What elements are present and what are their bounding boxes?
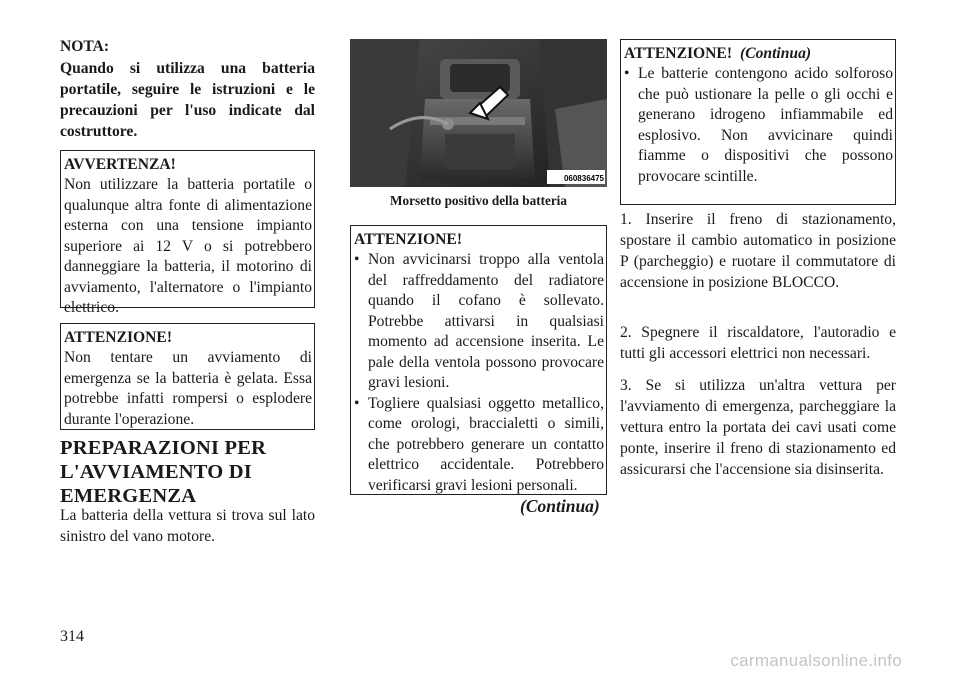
photo-caption: Morsetto positivo della batteria	[390, 193, 567, 208]
caution-item: • Le batterie contengono acido solforoso che può ustionare la pelle o gli occhi e generano idrogeno infiammabile ed esplosivo. Non avvicinare quindi fiamme o dispositivi che possono provocare scintille.	[624, 64, 893, 187]
caution-title: ATTENZIONE!	[354, 231, 463, 248]
caution-box-gelata	[60, 323, 315, 430]
continued-label: (Continua)	[520, 496, 600, 516]
warning-title: AVVERTENZA!	[64, 156, 176, 173]
nota-title: NOTA:	[60, 38, 110, 55]
engine-bay-illustration	[350, 39, 607, 187]
nota-text: Quando si utilizza una batteria portatile, seguire le istruzioni e le precauzioni per l'uso indicate dal costruttore.	[60, 60, 315, 140]
caution-list	[624, 64, 893, 187]
caution-title: ATTENZIONE!	[64, 329, 173, 346]
image-code: 060836475	[563, 174, 604, 183]
caution-title: ATTENZIONE!	[624, 45, 733, 62]
battery-terminal-photo	[350, 39, 607, 187]
step-2: 2. Spegnere il riscaldatore, l'autoradio e tutti gli accessori elettrici non necessari.	[620, 324, 896, 362]
section-heading: PREPARAZIONI PER L'AVVIAMENTO DI EMERGENZA	[60, 437, 267, 507]
step-1: 1. Inserire il freno di stazionamento, spostare il cambio automatico in posizione P (parcheggio) e ruotare il commutatore di accensione in posizione BLOCCO.	[620, 211, 896, 291]
caution-title-suffix: (Continua)	[740, 45, 812, 62]
caution-item: • Togliere qualsiasi oggetto metallico, come orologi, braccialetti o simili, che potrebbero generare un contatto elettrico accidentale. Potrebbero verificarsi gravi lesioni personali.	[354, 394, 604, 497]
page-number: 314	[60, 628, 84, 645]
step-3: 3. Se si utilizza un'altra vettura per l'avviamento di emergenza, parcheggiare la vettura entro la portata dei cavi usati come ponte, inserire il freno di stazionamento ed assicurarsi che l'accensione sia disinserita.	[620, 377, 896, 478]
caution-text: Non tentare un avviamento di emergenza se la batteria è gelata. Essa potrebbe infatti rompersi o esplodere durante l'operazione.	[64, 349, 312, 428]
warning-text: Non utilizzare la batteria portatile o qualunque altra fonte di alimentazione esterna con una tensione impianto superiore ai 12 V o si potrebbero danneggiare la batteria, il motorino di avviamento, l'alternatore o l'impianto elettrico.	[64, 176, 312, 316]
caution-box-ventola	[350, 225, 607, 495]
caution-box-acido	[620, 39, 896, 205]
caution-item: • Non avvicinarsi troppo alla ventola del raffreddamento del radiatore quando il cofano è sollevato. Potrebbe attivarsi in qualsiasi momento ad accensione inserita. Le pale della ventola possono provocare gravi lesioni.	[354, 250, 604, 394]
section-intro-text: La batteria della vettura si trova sul lato sinistro del vano motore.	[60, 507, 315, 545]
watermark: carmanualsonline.info	[730, 651, 902, 670]
caution-title-continued	[624, 44, 893, 64]
warning-box-avvertenza	[60, 150, 315, 316]
caution-list	[354, 250, 604, 496]
